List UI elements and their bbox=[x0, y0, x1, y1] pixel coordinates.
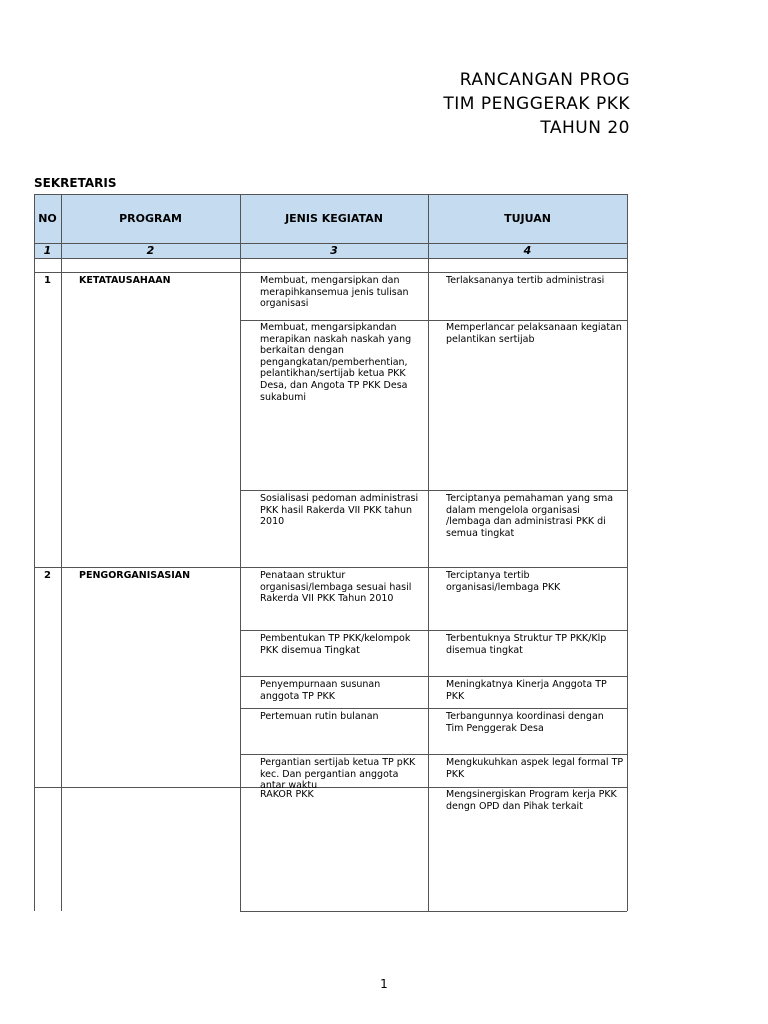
kegiatan-cell: Membuat, mengarsipkan dan merapihkansemua jenis tulisan organisasi bbox=[260, 275, 409, 310]
header-program: PROGRAM bbox=[119, 212, 182, 225]
tujuan-cell: Memperlancar pelaksanaan kegiatan pelantikan sertijab bbox=[446, 322, 622, 345]
index-4: 4 bbox=[523, 244, 532, 257]
index-2: 2 bbox=[146, 244, 155, 257]
tujuan-cell: Meningkatnya Kinerja Anggota TP PKK bbox=[446, 679, 607, 702]
kegiatan-cell: Membuat, mengarsipkandan merapikan naskah naskah yang berkaitan dengan pengangkatan/pemberhentian, pelantikhan/sertijab ketua PKK Desa, dan Angota TP PKK Desa sukabumi bbox=[260, 322, 412, 403]
row-divider bbox=[240, 320, 627, 321]
program-name: PENGORGANISASIAN bbox=[79, 570, 191, 581]
tujuan-cell: Terlaksananya tertib administrasi bbox=[446, 275, 605, 286]
title-line-1: RANCANGAN PROG bbox=[459, 70, 630, 90]
tujuan-cell: Mengsinergiskan Program kerja PKK dengn OPD dan Pihak terkait bbox=[446, 789, 617, 812]
group-divider bbox=[34, 567, 627, 568]
tujuan-cell: Terbangunnya koordinasi dengan Tim Penggerak Desa bbox=[446, 711, 604, 734]
row-divider bbox=[240, 708, 627, 709]
tujuan-cell: Terciptanya pemahaman yang sma dalam mengelola organisasi /lembaga dan administrasi PKK di semua tingkat bbox=[446, 493, 614, 539]
row-divider bbox=[240, 490, 627, 491]
page-number: 1 bbox=[380, 977, 388, 991]
table-line-index-bottom bbox=[34, 258, 627, 259]
table-border-right bbox=[627, 194, 628, 911]
table-line-spacer-bottom bbox=[34, 272, 627, 273]
kegiatan-cell: Pembentukan TP PKK/kelompok PKK disemua Tingkat bbox=[260, 633, 411, 656]
document-title bbox=[380, 68, 630, 140]
table-bottom bbox=[240, 911, 627, 912]
row-divider bbox=[240, 630, 627, 631]
table-border-left bbox=[34, 194, 35, 911]
row-divider bbox=[240, 676, 627, 677]
index-1: 1 bbox=[43, 244, 52, 257]
kegiatan-cell: Penataan struktur organisasi/lembaga sesuai hasil Rakerda VII PKK Tahun 2010 bbox=[260, 570, 412, 605]
column-divider-no bbox=[61, 194, 62, 911]
kegiatan-cell: Pertemuan rutin bulanan bbox=[260, 711, 379, 722]
index-3: 3 bbox=[330, 244, 338, 257]
column-divider-program bbox=[240, 194, 241, 911]
tujuan-cell: Terbentuknya Struktur TP PKK/Klp disemua tingkat bbox=[446, 633, 607, 656]
kegiatan-cell: Sosialisasi pedoman administrasi PKK hasil Rakerda VII PKK tahun 2010 bbox=[260, 493, 419, 528]
program-number: 2 bbox=[44, 570, 51, 581]
header-no: NO bbox=[38, 212, 57, 225]
kegiatan-cell: RAKOR PKK bbox=[260, 789, 314, 800]
row-divider bbox=[240, 754, 627, 755]
program-number: 1 bbox=[44, 275, 51, 286]
program-name: KETATAUSAHAAN bbox=[79, 275, 171, 286]
title-line-2: TIM PENGGERAK PKK bbox=[443, 94, 630, 114]
header-tujuan: TUJUAN bbox=[504, 212, 551, 225]
kegiatan-cell: Pergantian sertijab ketua TP pKK kec. Dan pergantian anggota antar waktu bbox=[260, 757, 416, 792]
section-label: SEKRETARIS bbox=[34, 176, 117, 190]
kegiatan-cell: Penyempurnaan susunan anggota TP PKK bbox=[260, 679, 381, 702]
column-divider-kegiatan bbox=[428, 194, 429, 911]
title-line-3: TAHUN 20 bbox=[540, 118, 630, 138]
tujuan-cell: Terciptanya tertib organisasi/lembaga PKK bbox=[446, 570, 561, 593]
tujuan-cell: Mengkukuhkan aspek legal formal TP PKK bbox=[446, 757, 624, 780]
header-jenis-kegiatan: JENIS KEGIATAN bbox=[285, 212, 383, 225]
